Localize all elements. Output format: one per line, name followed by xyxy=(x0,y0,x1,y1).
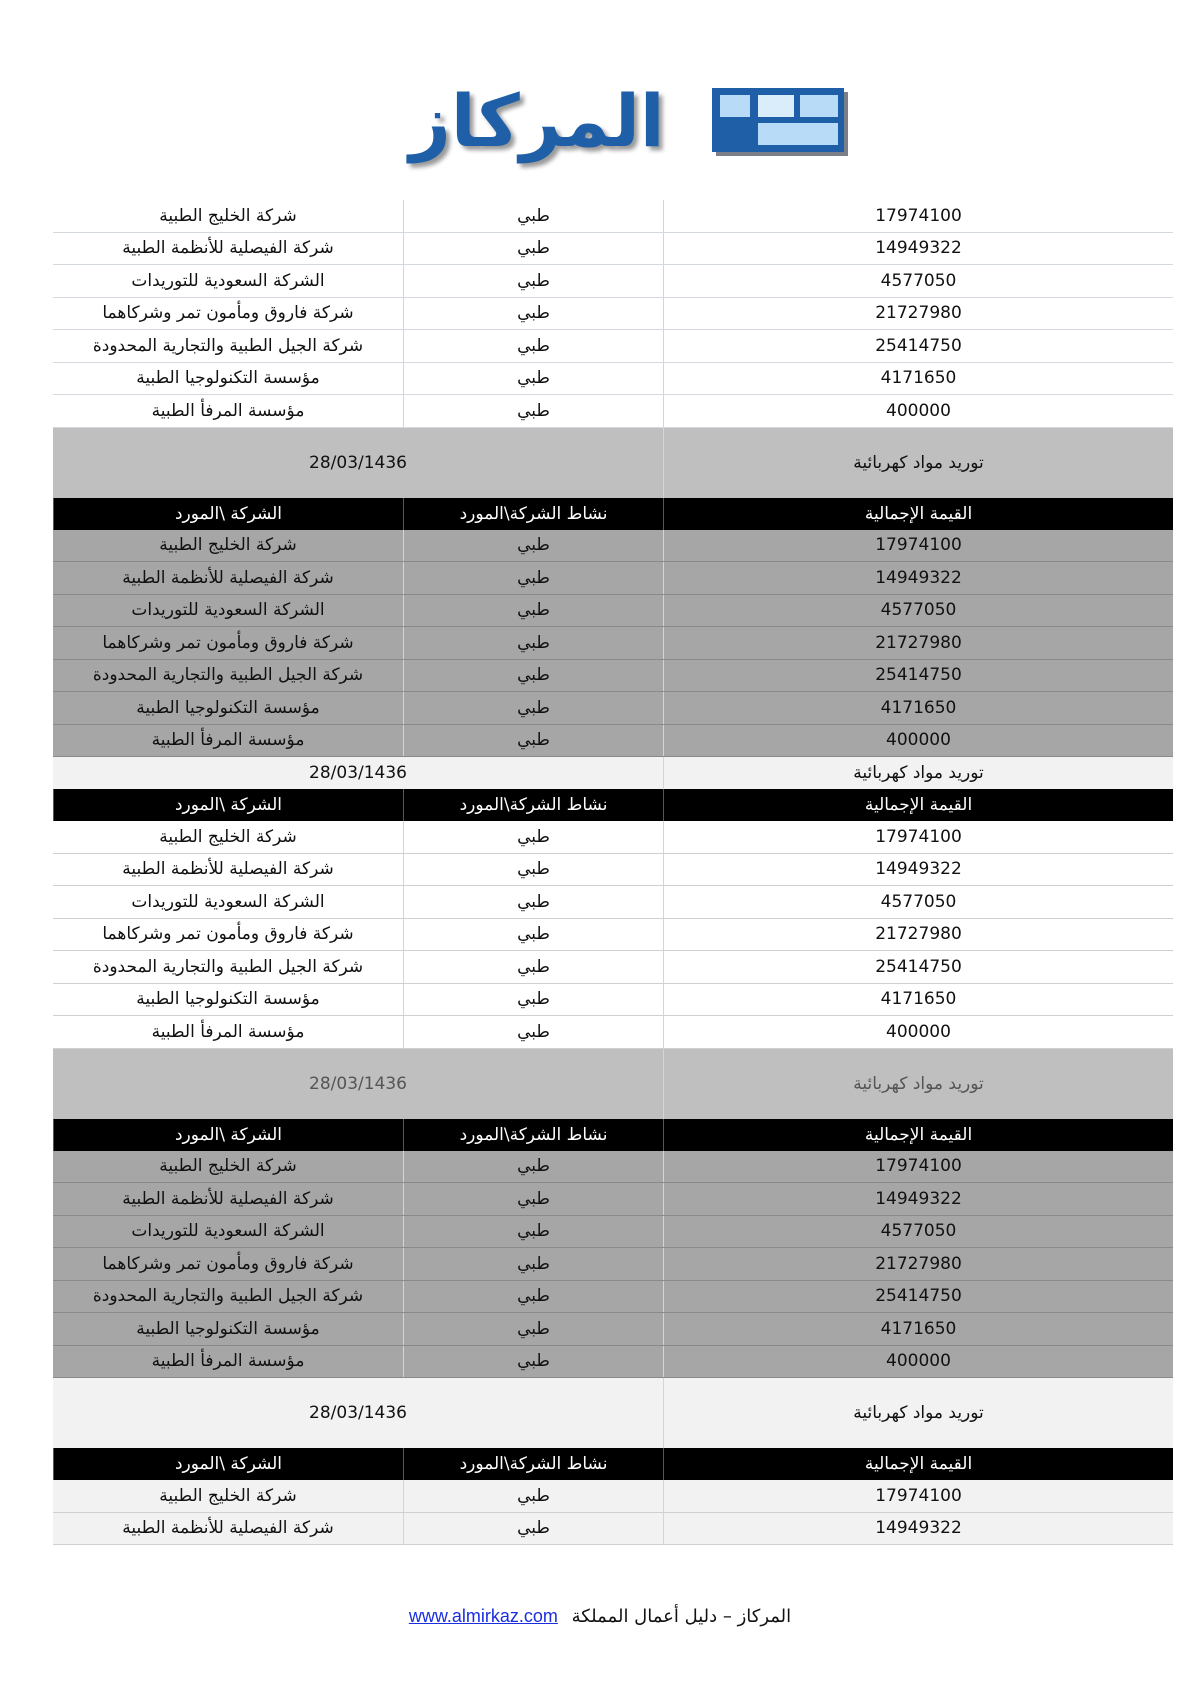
table-row xyxy=(53,1346,1173,1379)
activity: طبي xyxy=(403,854,663,886)
total-value: 4171650 xyxy=(663,1313,1173,1345)
total-value: 14949322 xyxy=(663,562,1173,594)
table-row xyxy=(53,1183,1173,1216)
activity: طبي xyxy=(403,363,663,395)
total-value: 4171650 xyxy=(663,692,1173,724)
company-name: شركة فاروق ومأمون تمر وشركاهما xyxy=(102,303,354,324)
header-activity: نشاط الشركة\المورد xyxy=(403,498,663,530)
activity: طبي xyxy=(403,1151,663,1183)
table-row xyxy=(53,595,1173,628)
activity: طبي xyxy=(403,330,663,362)
company-name: مؤسسة التكنولوجيا الطبية xyxy=(136,368,320,389)
total-value: 14949322 xyxy=(663,233,1173,265)
table-row xyxy=(53,1480,1173,1513)
total-value: 21727980 xyxy=(663,298,1173,330)
activity: طبي xyxy=(403,1016,663,1048)
company-name: شركة الخليج الطبية xyxy=(159,1156,297,1177)
table-header xyxy=(53,1119,1173,1151)
table-row xyxy=(53,984,1173,1017)
total-value: 21727980 xyxy=(663,1248,1173,1280)
table-row xyxy=(53,1281,1173,1314)
total-value: 400000 xyxy=(663,395,1173,427)
tender-block-2 xyxy=(53,428,1173,758)
header-activity: نشاط الشركة\المورد xyxy=(403,789,663,821)
total-value: 400000 xyxy=(663,1346,1173,1378)
tender-title-row xyxy=(53,1049,1173,1119)
company-name: مؤسسة التكنولوجيا الطبية xyxy=(136,697,320,718)
tender-date: 28/03/1436 xyxy=(309,1403,407,1423)
table-row xyxy=(53,233,1173,266)
table-row xyxy=(53,200,1173,233)
total-value: 17974100 xyxy=(663,200,1173,232)
company-name: شركة الخليج الطبية xyxy=(159,535,297,556)
company-name: شركة الخليج الطبية xyxy=(159,205,297,226)
activity: طبي xyxy=(403,395,663,427)
company-name: شركة الفيصلية للأنظمة الطبية xyxy=(122,238,334,259)
total-value: 25414750 xyxy=(663,330,1173,362)
header-company: الشركة \المورد xyxy=(53,498,403,530)
activity: طبي xyxy=(403,1281,663,1313)
table-row xyxy=(53,886,1173,919)
table-row xyxy=(53,363,1173,396)
activity: طبي xyxy=(403,298,663,330)
tender-name: توريد مواد كهربائية xyxy=(663,1049,1173,1119)
tender-block-1 xyxy=(53,200,1173,428)
company-name: شركة الخليج الطبية xyxy=(159,826,297,847)
total-value: 14949322 xyxy=(663,1513,1173,1545)
activity: طبي xyxy=(403,725,663,757)
table-row xyxy=(53,395,1173,428)
activity: طبي xyxy=(403,530,663,562)
tender-date: 28/03/1436 xyxy=(309,452,407,473)
company-name: شركة فاروق ومأمون تمر وشركاهما xyxy=(102,1253,354,1274)
total-value: 4577050 xyxy=(663,595,1173,627)
activity: طبي xyxy=(403,1313,663,1345)
company-name: شركة الفيصلية للأنظمة الطبية xyxy=(122,1518,334,1539)
company-name: الشركة السعودية للتوريدات xyxy=(131,600,325,621)
logo-grid-icon xyxy=(712,88,852,158)
company-name: مؤسسة المرفأ الطبية xyxy=(151,1021,305,1042)
company-name: شركة الخليج الطبية xyxy=(159,1485,297,1506)
activity: طبي xyxy=(403,200,663,232)
company-name: مؤسسة المرفأ الطبية xyxy=(151,1351,305,1372)
footer-label: المركاز – دليل أعمال المملكة xyxy=(571,1606,792,1627)
company-name: شركة الجيل الطبية والتجارية المحدودة xyxy=(92,1286,364,1307)
table-row xyxy=(53,1016,1173,1049)
activity: طبي xyxy=(403,951,663,983)
company-name: شركة الفيصلية للأنظمة الطبية xyxy=(122,567,334,588)
activity: طبي xyxy=(403,1183,663,1215)
activity: طبي xyxy=(403,692,663,724)
tender-date: 28/03/1436 xyxy=(309,763,407,783)
activity: طبي xyxy=(403,627,663,659)
table-row xyxy=(53,692,1173,725)
page-footer xyxy=(0,1606,1200,1627)
activity: طبي xyxy=(403,265,663,297)
logo-wordmark: المركاز xyxy=(409,79,665,163)
table-row xyxy=(53,562,1173,595)
table-row xyxy=(53,1216,1173,1249)
activity: طبي xyxy=(403,595,663,627)
activity: طبي xyxy=(403,919,663,951)
total-value: 4577050 xyxy=(663,265,1173,297)
table-header xyxy=(53,1448,1173,1480)
tender-title-row xyxy=(53,428,1173,498)
header-total-value: القيمة الإجمالية xyxy=(663,1119,1173,1151)
total-value: 400000 xyxy=(663,1016,1173,1048)
table-row xyxy=(53,627,1173,660)
total-value: 25414750 xyxy=(663,1281,1173,1313)
activity: طبي xyxy=(403,886,663,918)
tender-date: 28/03/1436 xyxy=(309,1073,407,1094)
company-name: شركة الجيل الطبية والتجارية المحدودة xyxy=(92,956,364,977)
table-row xyxy=(53,1151,1173,1184)
company-name: شركة فاروق ومأمون تمر وشركاهما xyxy=(102,924,354,945)
header-company: الشركة \المورد xyxy=(53,1448,403,1480)
tender-block-4 xyxy=(53,1049,1173,1379)
table-row xyxy=(53,1513,1173,1546)
company-name: الشركة السعودية للتوريدات xyxy=(131,891,325,912)
table-header xyxy=(53,789,1173,821)
total-value: 14949322 xyxy=(663,1183,1173,1215)
table-row xyxy=(53,919,1173,952)
tender-name: توريد مواد كهربائية xyxy=(663,1378,1173,1448)
company-name: شركة فاروق ومأمون تمر وشركاهما xyxy=(102,632,354,653)
company-name: شركة الجيل الطبية والتجارية المحدودة xyxy=(92,335,364,356)
activity: طبي xyxy=(403,1216,663,1248)
total-value: 17974100 xyxy=(663,1151,1173,1183)
company-name: الشركة السعودية للتوريدات xyxy=(131,270,325,291)
header-activity: نشاط الشركة\المورد xyxy=(403,1119,663,1151)
activity: طبي xyxy=(403,821,663,853)
header-total-value: القيمة الإجمالية xyxy=(663,498,1173,530)
activity: طبي xyxy=(403,233,663,265)
header-total-value: القيمة الإجمالية xyxy=(663,789,1173,821)
total-value: 400000 xyxy=(663,725,1173,757)
tender-name: توريد مواد كهربائية xyxy=(663,757,1173,789)
activity: طبي xyxy=(403,984,663,1016)
activity: طبي xyxy=(403,1513,663,1545)
tender-block-5 xyxy=(53,1378,1173,1545)
table-row xyxy=(53,821,1173,854)
company-name: مؤسسة التكنولوجيا الطبية xyxy=(136,1318,320,1339)
table-row xyxy=(53,854,1173,887)
total-value: 17974100 xyxy=(663,530,1173,562)
company-name: شركة الجيل الطبية والتجارية المحدودة xyxy=(92,665,364,686)
company-name: شركة الفيصلية للأنظمة الطبية xyxy=(122,1188,334,1209)
activity: طبي xyxy=(403,660,663,692)
header-company: الشركة \المورد xyxy=(53,789,403,821)
total-value: 17974100 xyxy=(663,1480,1173,1512)
activity: طبي xyxy=(403,1248,663,1280)
company-name: شركة الفيصلية للأنظمة الطبية xyxy=(122,859,334,880)
total-value: 25414750 xyxy=(663,660,1173,692)
table-row xyxy=(53,1248,1173,1281)
total-value: 4171650 xyxy=(663,363,1173,395)
tender-name: توريد مواد كهربائية xyxy=(663,428,1173,498)
company-name: الشركة السعودية للتوريدات xyxy=(131,1221,325,1242)
activity: طبي xyxy=(403,562,663,594)
table-row xyxy=(53,530,1173,563)
table-row xyxy=(53,330,1173,363)
website-link[interactable]: www.almirkaz.com xyxy=(408,1606,558,1626)
company-name: مؤسسة المرفأ الطبية xyxy=(151,400,305,421)
tenders-table xyxy=(53,200,1173,1545)
table-row xyxy=(53,298,1173,331)
table-row xyxy=(53,725,1173,758)
table-row xyxy=(53,660,1173,693)
total-value: 25414750 xyxy=(663,951,1173,983)
total-value: 21727980 xyxy=(663,919,1173,951)
total-value: 14949322 xyxy=(663,854,1173,886)
total-value: 17974100 xyxy=(663,821,1173,853)
total-value: 4171650 xyxy=(663,984,1173,1016)
almirkaz-logo xyxy=(372,80,862,162)
table-header xyxy=(53,498,1173,530)
header-total-value: القيمة الإجمالية xyxy=(663,1448,1173,1480)
company-name: مؤسسة المرفأ الطبية xyxy=(151,730,305,751)
tender-title-row xyxy=(53,757,1173,789)
total-value: 4577050 xyxy=(663,1216,1173,1248)
table-row xyxy=(53,1313,1173,1346)
tender-title-row xyxy=(53,1378,1173,1448)
tender-block-3 xyxy=(53,757,1173,1049)
activity: طبي xyxy=(403,1480,663,1512)
header-activity: نشاط الشركة\المورد xyxy=(403,1448,663,1480)
company-name: مؤسسة التكنولوجيا الطبية xyxy=(136,989,320,1010)
total-value: 4577050 xyxy=(663,886,1173,918)
total-value: 21727980 xyxy=(663,627,1173,659)
activity: طبي xyxy=(403,1346,663,1378)
table-row xyxy=(53,951,1173,984)
table-row xyxy=(53,265,1173,298)
header-company: الشركة \المورد xyxy=(53,1119,403,1151)
